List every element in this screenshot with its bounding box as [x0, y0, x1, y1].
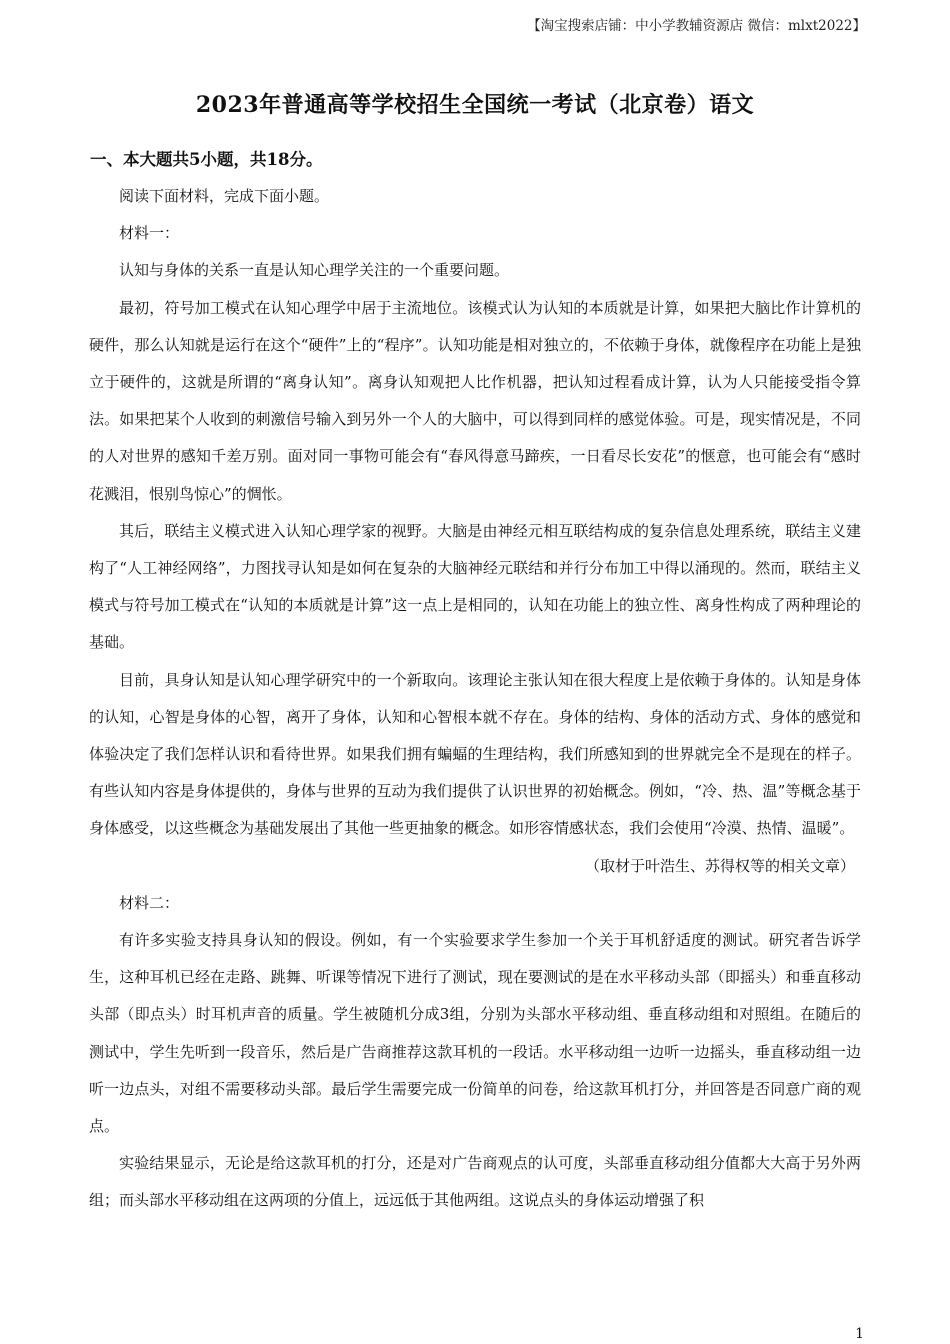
- header-note: 【淘宝搜索店铺：中小学教辅资源店 微信：mlxt2022】: [527, 18, 866, 34]
- source-citation: （取材于叶浩生、苏得权等的相关文章）: [584, 856, 855, 875]
- section-heading: 一、本大题共5小题，共18分。: [90, 150, 323, 169]
- body-paragraph: 认知与身体的关系一直是认知心理学关注的一个重要问题。: [119, 261, 510, 280]
- body-paragraph: 有许多实验支持具身认知的假设。例如，有一个实验要求学生参加一个关于耳机舒适度的测试。研究者告诉学生，这种耳机已经在走路、跳舞、听课等情况下进行了测试，现在要测试的是在水平移动头部（即摇头）和垂直移动头部（即点头）时耳机声音的质量。学生被随机分成3组，分别为头部水平移动组、垂直移动组和对照组。在随后的测试中，学生先听到一段音乐，然后是广告商推荐这款耳机的一段话。水平移动组一边听一边摇头，垂直移动组一边听一边点头，对组不需要移动头部。最后学生需要完成一份简单的问卷，给这款耳机打分，并回答是否同意广商的观点。: [89, 931, 861, 1136]
- page-title: 2023年普通高等学校招生全国统一考试（北京卷）语文: [195, 92, 755, 118]
- material-one-label: 材料一：: [119, 224, 180, 243]
- instruction-paragraph: 阅读下面材料，完成下面小题。: [119, 187, 330, 205]
- body-paragraph: 目前，具身认知是认知心理学研究中的一个新取向。该理论主张认知在很大程度上是依赖于身体的。认知是身体的认知，心智是身体的心智，离开了身体，认知和心智根本就不存在。身体的结构、身体的活动方式、身体的感觉和体验决定了我们怎样认识和看待世界。如果我们拥有蝙蝠的生理结构，我们所感知到的世界就完全不是现在的样子。有些认知内容是身体提供的，身体与世界的互动为我们提供了认识世界的初始概念。例如，“冷、热、温”等概念基于身体感受，以这些概念为基础发展出了其他一些更抽象的概念。如形容情感状态，我们会使用“冷漠、热情、温暖”。: [89, 670, 861, 838]
- body-paragraph: 实验结果显示，无论是给这款耳机的打分，还是对广告商观点的认可度，头部垂直移动组分值都大大高于另外两组；而头部水平移动组在这两项的分值上，远远低于其他两组。这说点头的身体运动增强了积: [89, 1154, 861, 1210]
- document-body: [89, 178, 861, 1220]
- body-paragraph: 其后，联结主义模式进入认知心理学家的视野。大脑是由神经元相互联结构成的复杂信息处理系统，联结主义建构了“人工神经网络”，力图找寻认知是如何在复杂的大脑神经元联结和并行分布加工中得以涌现的。然而，联结主义模式与符号加工模式在“认知的本质就是计算”这一点上是相同的，认知在功能上的独立性、离身性构成了两种理论的基础。: [89, 521, 861, 652]
- body-paragraph: 最初，符号加工模式在认知心理学中居于主流地位。该模式认为认知的本质就是计算，如果把大脑比作计算机的硬件，那么认知就是运行在这个“硬件”上的“程序”。认知功能是相对独立的，不依赖于身体，就像程序在功能上是独立于硬件的，这就是所谓的“离身认知”。离身认知观把人比作机器，把认知过程看成计算，认为人只能接受指令算法。如果把某个人收到的刺激信号输入到另外一个人的大脑中，可以得到同样的感觉体验。可是，现实情况是，不同的人对世界的感知千差万别。面对同一事物可能会有“春风得意马蹄疾，一日看尽长安花”的惬意，也可能会有“感时花溅泪，恨别鸟惊心”的惆怅。: [89, 298, 861, 503]
- material-two-label: 材料二：: [119, 893, 180, 912]
- page-number: 1: [855, 1326, 864, 1342]
